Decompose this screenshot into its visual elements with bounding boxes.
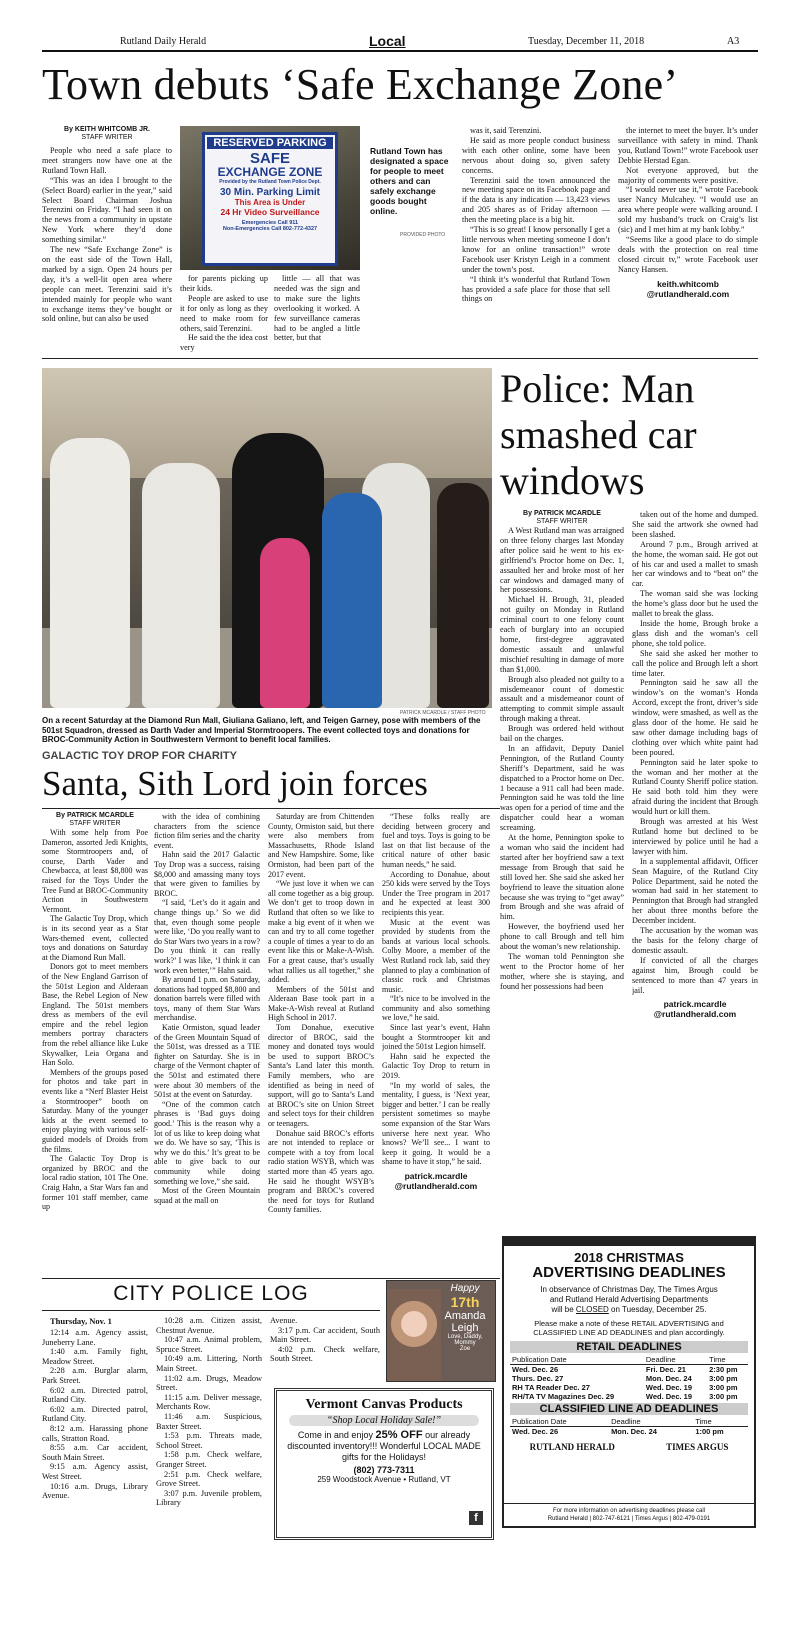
story1-email-domain: @rutlandherald.com bbox=[646, 288, 730, 299]
canvas-ad-title: Vermont Canvas Products bbox=[305, 1397, 463, 1412]
story1-rule bbox=[42, 358, 758, 359]
police-log-top-rule bbox=[42, 1278, 500, 1279]
stormtrooper-figure bbox=[142, 463, 220, 708]
story2-col3: Saturday are from Chittenden County, Ormiston said, but there were also members from Massachusetts, Rhode Island and New Hampshire. Some, like Ormiston, had been part of the 2017 event. “We just love it when we can all come together as a big group. We don’t get to troop down in Rutland that often so we like to make a big event of it when we can and try to all come together a couple of times a year to do an event like this or Make-A-Wish. For a great cause, that’s usually what rallies us all together,” she added. Members of the 501st and Alderaan Base took part in a Make-A-Wish reveal at Rutland High School in 2017. Tom Donahue, executive director of BROC, said the money and donated toys would be used to support BROC’s Santa’s Land later this month. Family members, who are identified as being in need of support, will go to Santa’s Land at BROC’s site on Union Street and select toys for their children or teenagers. Donahue said BROC’s efforts are not intended to replace or compete with a toy from local radio station WSYB, which was started more than 45 years ago. He said he thought WSYB’s program and BROC’s covered the need for toys for Rutland County families. bbox=[268, 812, 374, 1215]
story1-caption: Rutland Town has designated a space for people to meet others and can safely exchange goods bought online. bbox=[370, 146, 449, 216]
story2-col4: “These folks really are deciding between grocery and fuel and toys. Toys is going to be last on that list because of the critical nature of other basic human needs,” he said. According to Donahue, about 250 kids were served by the Toys Under the Tree program in 2017 and he expected at least 300 recipients this year. Music at the event was provided by students from the bands at various local schools. Colby Moore, a member of the West Rutland rock lab, said they planned to play a combination of classic rock and Christmas music. “It’s nice to be involved in the community and also something we love,” he said. Since last year’s event, Hahn bought a Stormtrooper kit and joined the 501st Legion himself. Hahn said he expected the Galactic Toy Drop to return in 2019. “In my world of sales, the mentality, I guess, is ‘Next year, bigger and better.’ I can be really persistent sometimes so maybe some expansion of the Star Wars universe here next year. Who knows? We’ll see... I want to keep it going. It would be a shame to have it stop,” he said. patrick.mcardle @rutlandherald.com bbox=[382, 812, 490, 1191]
story2-rule bbox=[42, 808, 500, 809]
canvas-ad-tagline: “Shop Local Holiday Sale!” bbox=[289, 1415, 479, 1426]
table-row: Wed. Dec. 26 Fri. Dec. 21 2:30 pm bbox=[512, 1365, 738, 1374]
story3-byline: By PATRICK MCARDLE STAFF WRITER bbox=[523, 510, 601, 525]
masthead-rule bbox=[42, 50, 758, 52]
paper-name: Rutland Daily Herald bbox=[120, 36, 207, 47]
story2-email-user: patrick.mcardle bbox=[404, 1170, 468, 1181]
story3-headline: Police: Man smashed car windows bbox=[500, 366, 697, 503]
canvas-ad-body: Come in and enjoy 25% OFF our already discounted inventory!!! Wonderful LOCAL MADE gifts for the Holidays! bbox=[287, 1429, 481, 1462]
deadline-ad-top-bar bbox=[504, 1238, 754, 1246]
story3-col2: taken out of the home and dumped. She said the artwork she owned had been slashed. Around 7 p.m., Brough arrived at the home, the woman said. He got out of his car and used a mallet to smash her car windows and to “beat on” the car. The woman said she was locking the home’s glass door but he used the mallet to break the glass. Inside the home, Brough broke a glass dish and the woman’s cell phone, she told police. She said she asked her mother to call the police and Brough left a short time later. Pennington said he saw all the window’s on the woman’s Honda Accord, except the front, driver’s side window, were smashed, as well as the glass door of the home. He said he saw other damage including bags of clothing over which white paint had been poured. Pennington said he later spoke to the woman and her mother at the Rutland County Sheriff police station. He said both told him they were afraid during the incident that Brough would hurt or kill them. Brough was arrested at his West Rutland home but declined to be interviewed by police until he had a lawyer with him. In a supplemental affidavit, Officer Sean Maguire, of the Rutland City Police Department, said he noted the woman had said in her statement to Pennington that Brough had strangled her about three months before the December incident. The accusation by the woman was the basis for the felony charge of domestic assault. If convicted of all the charges against him, Brough could be sentenced to more than 47 years in jail. patrick.mcardle @rutlandherald.com bbox=[632, 510, 758, 1020]
police-log-col1: 12:14 a.m. Agency assist, Juneberry Lane. 1:40 a.m. Family fight, Meadow Street. 2:28 a.m. Burglar alarm, Park Street. 6:02 a.m. Directed patrol, Rutland City. 6:02 a.m. Directed patrol, Rutland City. 8:12 a.m. Harassing phone calls, Stratton Road. 8:55 a.m. Car accident, South Main Street. 9:15 a.m. Agency assist, West Street. 10:16 a.m. Drugs, Library Avenue. bbox=[42, 1328, 148, 1501]
table-row: Thurs. Dec. 27 Mon. Dec. 24 3:00 pm bbox=[512, 1374, 738, 1383]
story1-col1: People who need a safe place to meet strangers now have one at the Rutland Town Hall. “This was an idea I brought to the (Select Board) earlier in the year,” said Select Board Chairman Joshua Terenzini on Friday. “I had seen it on the news from a community in upstate New York where they’d done something similar.” The new “Safe Exchange Zone” is on the east side of the Town Hall, marked by a sign. Open 24 hours per day, it’s a well-lit open area where people can meet. Terenzini said it’s intended mainly for people who want to exchange items they’ve bought or sold online, but can also be used bbox=[42, 146, 172, 324]
stormtrooper-figure bbox=[50, 438, 130, 708]
table-row: RH TA Reader Dec. 27 Wed. Dec. 19 3:00 pm bbox=[512, 1383, 738, 1392]
deadline-ad-title2: ADVERTISING DEADLINES bbox=[532, 1264, 726, 1281]
boy-figure bbox=[322, 493, 382, 708]
story2-col1: With some help from Poe Dameron, assorted Jedi Knights, some Stormtroopers and, of course, Darth Vader and Chewbacca, at least $8,800 was raised for the Toys Under the Tree Fund at BROC-Community Action in Southwestern Vermont. The Galactic Toy Drop, which is in its second year as a Star Wars-themed event, collected toys and donations on Saturday at the Diamond Run Mall. Donors got to meet members of the New England Garrison of the 501st Legion and Alderaan Base, the Rebel Legion of New England. The 501st members dress as members of the evil empire and the rebel legion members portray characters from the rebel alliance like Luke Skywalker, Leia Organa and Han Solo. Members of the groups posed for photos and take part in events like a “Nerf Blaster Heist a Stormtrooper” booth on Saturday. Many of the younger kids at the event seemed to enjoy playing with various self-guided models of Droids from the films. The Galactic Toy Drop is organized by BROC and the local radio station, 101 The One. Craig Hahn, a Star Wars fan and former 101 staff member, came up bbox=[42, 828, 148, 1212]
canvas-ad-address: 259 Woodstock Avenue • Rutland, VT bbox=[317, 1475, 451, 1484]
story1-col2: for parents picking up their kids. People are asked to use it for only as long as they need to make room for others, said Terenzini. He said the the idea cost very bbox=[180, 274, 268, 352]
facebook-icon: f bbox=[469, 1511, 483, 1525]
woman-figure bbox=[437, 483, 489, 708]
story1-col4: was it, said Terenzini. He said as more people conduct business with each other online, some have been nervous about doing so, given safety concerns. Terenzini said the town announced the new meeting space on its Facebook page and if the data is any indication — 13,423 views and 205 shares as of Friday afternoon — then the meeting place is a big hit. “This is so great! I know personally I get a little nervous when meeting someone I don’t know for an online transaction!” wrote Facebook user Kristyn Leigh in a comment under the town’s post. “I think it’s wonderful that Rutland Town has provided a safe place for those that sell things on bbox=[462, 126, 610, 304]
deadline-ad-footer: For more information on advertising deadlines please call Rutland Herald | 802-747-6121 | Times Argus | 802-479-0191 bbox=[504, 1503, 754, 1526]
section-name: Local bbox=[369, 33, 406, 49]
story1-photo bbox=[180, 126, 360, 270]
retail-deadline-table: Publication Date Deadline Time Wed. Dec. 26 Fri. Dec. 21 2:30 pm Thurs. Dec. 27 Mon. Dec. 24 3:00 pm RH TA Reader Dec. 27 Wed. Dec. 19 3:00 pm RH/TA TV Magazines Dec. 29 Wed. Dec. 19 3:00 pm bbox=[510, 1355, 748, 1401]
safe-exchange-sign: RESERVED PARKING SAFE EXCHANGE ZONE Provided by the Rutland Town Police Dept. 30 Min. Parking Limit This Area is Under 24 Hr Video Surveillance Emergencies Call 911 Non-Emergencies Call 802-772-4327 bbox=[202, 132, 338, 266]
story1-photo-credit: PROVIDED PHOTO bbox=[400, 232, 446, 238]
canvas-ad-phone: (802) 773-7311 bbox=[353, 1465, 415, 1475]
classified-deadline-table: Publication Date Deadline Time Wed. Dec. 26 Mon. Dec. 24 1:00 pm bbox=[510, 1417, 748, 1436]
issue-date: Tuesday, December 11, 2018 bbox=[528, 36, 645, 47]
story1-byline: By KEITH WHITCOMB JR. STAFF WRITER bbox=[64, 126, 150, 141]
stormtrooper-photo bbox=[42, 368, 492, 708]
girl-figure bbox=[260, 538, 310, 708]
story1-email-user: keith.whitcomb bbox=[657, 278, 719, 289]
table-row: Wed. Dec. 26 Mon. Dec. 24 1:00 pm bbox=[512, 1427, 724, 1436]
deadline-ad bbox=[502, 1236, 756, 1528]
story2-byline: By PATRICK MCARDLE STAFF WRITER bbox=[56, 812, 134, 827]
police-log-rule bbox=[42, 1310, 380, 1311]
story2-col2: with the idea of combining characters from the science fiction film series and the charity event. Hahn said the 2017 Galactic Toy Drop was a success, raising $8,000 and amassing many toys that were given to families by BROC. “I said, ‘Let’s do it again and change things up.’ So we did that, even though some people were like, ‘Do you really want to do Star Wars two years in a row? Do you think it can really work?’ I was like, ‘I think it can work even better,’” Hahn said. By around 1 p.m. on Saturday, donations had topped $8,800 and donation barrels were filled with toys, many of them Star Wars merchandise. Katie Ormiston, squad leader of the Green Mountain Squad of the 501st, was dressed as a TIE fighter on Saturday. She is in charge of the Vermont chapter of the 501st and estimated there were about 30 members of the 501st at the event on Saturday. “One of the common catch phrases is ‘Bad guys doing good.’ This is the reason why a lot of us like to keep doing what we do. We have so say, ‘This is why we do this.’ It’s great to be able to give back to our community while doing something we love,” she said. Most of the Green Mountain squad at the mall on bbox=[154, 812, 260, 1205]
canvas-ad bbox=[274, 1388, 494, 1540]
deadline-ad-note: Please make a note of these RETAIL ADVERTISING and CLASSIFIED LINE AD DEADLINES and plan accordingly. bbox=[533, 1319, 725, 1337]
police-log-col3: Avenue. 3:17 p.m. Car accident, South Main Street. 4:02 p.m. Check welfare, South Street. bbox=[270, 1316, 380, 1364]
story1-col5: the internet to meet the buyer. It’s under surveillance with safety in mind. Thank you, Rutland Town!” wrote Facebook user Debbie Herstad Egan. Not everyone approved, but the majority of comments were positive. “I would never use it,” wrote Facebook user Nancy Mulcahey. “I would use an area where people were walking around. I sold my husband’s truck on Craig’s list (sic) and I met him at my bank lobby.” “Seems like a good place to do simple deals with the protection on real time closed circuit tv,” wrote Facebook user Nancy Hansen. keith.whitcomb @rutlandherald.com bbox=[618, 126, 758, 299]
birthday-ad: Happy 17th Amanda Leigh Love, Daddy, Mommy Zoe bbox=[386, 1280, 496, 1382]
police-log-day: Thursday, Nov. 1 bbox=[50, 1316, 112, 1326]
times-argus-logo: TIMES ARGUS bbox=[666, 1442, 729, 1452]
story1-col3: little — all that was needed was the sign and to make sure the lights overlooking it worked. A few surveillance cameras had to be angled a little better, but that bbox=[274, 274, 360, 343]
retail-deadlines-title: RETAIL DEADLINES bbox=[510, 1341, 748, 1353]
story2-kicker: GALACTIC TOY DROP FOR CHARITY bbox=[42, 750, 237, 762]
police-log-col2: 10:28 a.m. Citizen assist, Chestnut Avenue. 10:47 a.m. Animal problem, Spruce Street. 10:49 a.m. Littering, North Main Street. 11:02 a.m. Drugs, Meadow Street. 11:15 a.m. Deliver message, Merchants Row. 11:46 a.m. Suspicious, Baxter Street. 1:53 p.m. Threats made, School Street. 1:58 p.m. Check welfare, Granger Street. 2:51 p.m. Check welfare, Grove Street. 3:07 p.m. Juvenile problem, Library bbox=[156, 1316, 262, 1508]
deadline-ad-title1: 2018 CHRISTMAS bbox=[574, 1250, 684, 1265]
story3-email-user: patrick.mcardle bbox=[663, 999, 727, 1010]
story2-email-domain: @rutlandherald.com bbox=[394, 1180, 478, 1191]
story2-photo-caption: On a recent Saturday at the Diamond Run Mall, Giuliana Galiano, left, and Teigen Garney, pose with members of the 501st Squadron, dressed as Darth Vader and Imperial Stormtroopers. The event collected toys and donations for BROC-Community Action in Southwestern Vermont to benefit local families. bbox=[42, 716, 481, 744]
story1-headline: Town debuts ‘Safe Exchange Zone’ bbox=[42, 60, 679, 109]
story3-email-domain: @rutlandherald.com bbox=[653, 1009, 737, 1020]
rutland-herald-logo: RUTLAND HERALD bbox=[529, 1442, 615, 1452]
police-log-title: CITY POLICE LOG bbox=[113, 1282, 309, 1305]
classified-deadlines-title: CLASSIFIED LINE AD DEADLINES bbox=[510, 1403, 748, 1415]
story2-headline: Santa, Sith Lord join forces bbox=[42, 764, 428, 803]
story3-col1: A West Rutland man was arraigned on three felony charges last Monday after police said he went to his ex-girlfriend’s Proctor home on Dec. 1, assaulted her and broke most of her car windows and damaged many of her possessions. Michael H. Brough, 31, pleaded not guilty on Monday in Rutland criminal court to one felony count each of burglary into an occupied home, first-degree aggravated domestic assault and unlawful mischief resulting in damage of more than $1,000. Brough also pleaded not guilty to a misdemeanor count of domestic assault and a misdemeanor count of attempting to commit simple assault through making a threat. Brough was ordered held without bail on the charges. In an affidavit, Deputy Daniel Pennington, of the Rutland County Sheriff’s Department, said he was dispatched to a Proctor home on Dec. 1 because a 911 call had been made. Pennington said he was told the line was open for a period of time and the dispatcher could hear a woman screaming. At the home, Pennington spoke to a woman who said the incident had started after her boyfriend saw a text message from Brough that said he still loved her. She said she asked her boyfriend to leave the situation alone because she was trying to “get away” from Brough and she was afraid of him. However, the boyfriend used her phone to call Brough and tell him about the woman’s new relationship. The woman told Pennington she went to the Proctor home of her mother, where she is staying, and found her possessions had been bbox=[500, 526, 624, 991]
deadline-ad-intro: In observance of Christmas Day, The Times Argus and Rutland Herald Advertising Departments will be CLOSED on Tuesday, December 25. bbox=[540, 1285, 718, 1314]
page-number: A3 bbox=[727, 36, 740, 47]
story2-photo-credit: PATRICK MCARDLE / STAFF PHOTO bbox=[400, 710, 486, 716]
table-row: RH/TA TV Magazines Dec. 29 Wed. Dec. 19 3:00 pm bbox=[512, 1392, 738, 1401]
birthday-portrait bbox=[387, 1289, 441, 1381]
